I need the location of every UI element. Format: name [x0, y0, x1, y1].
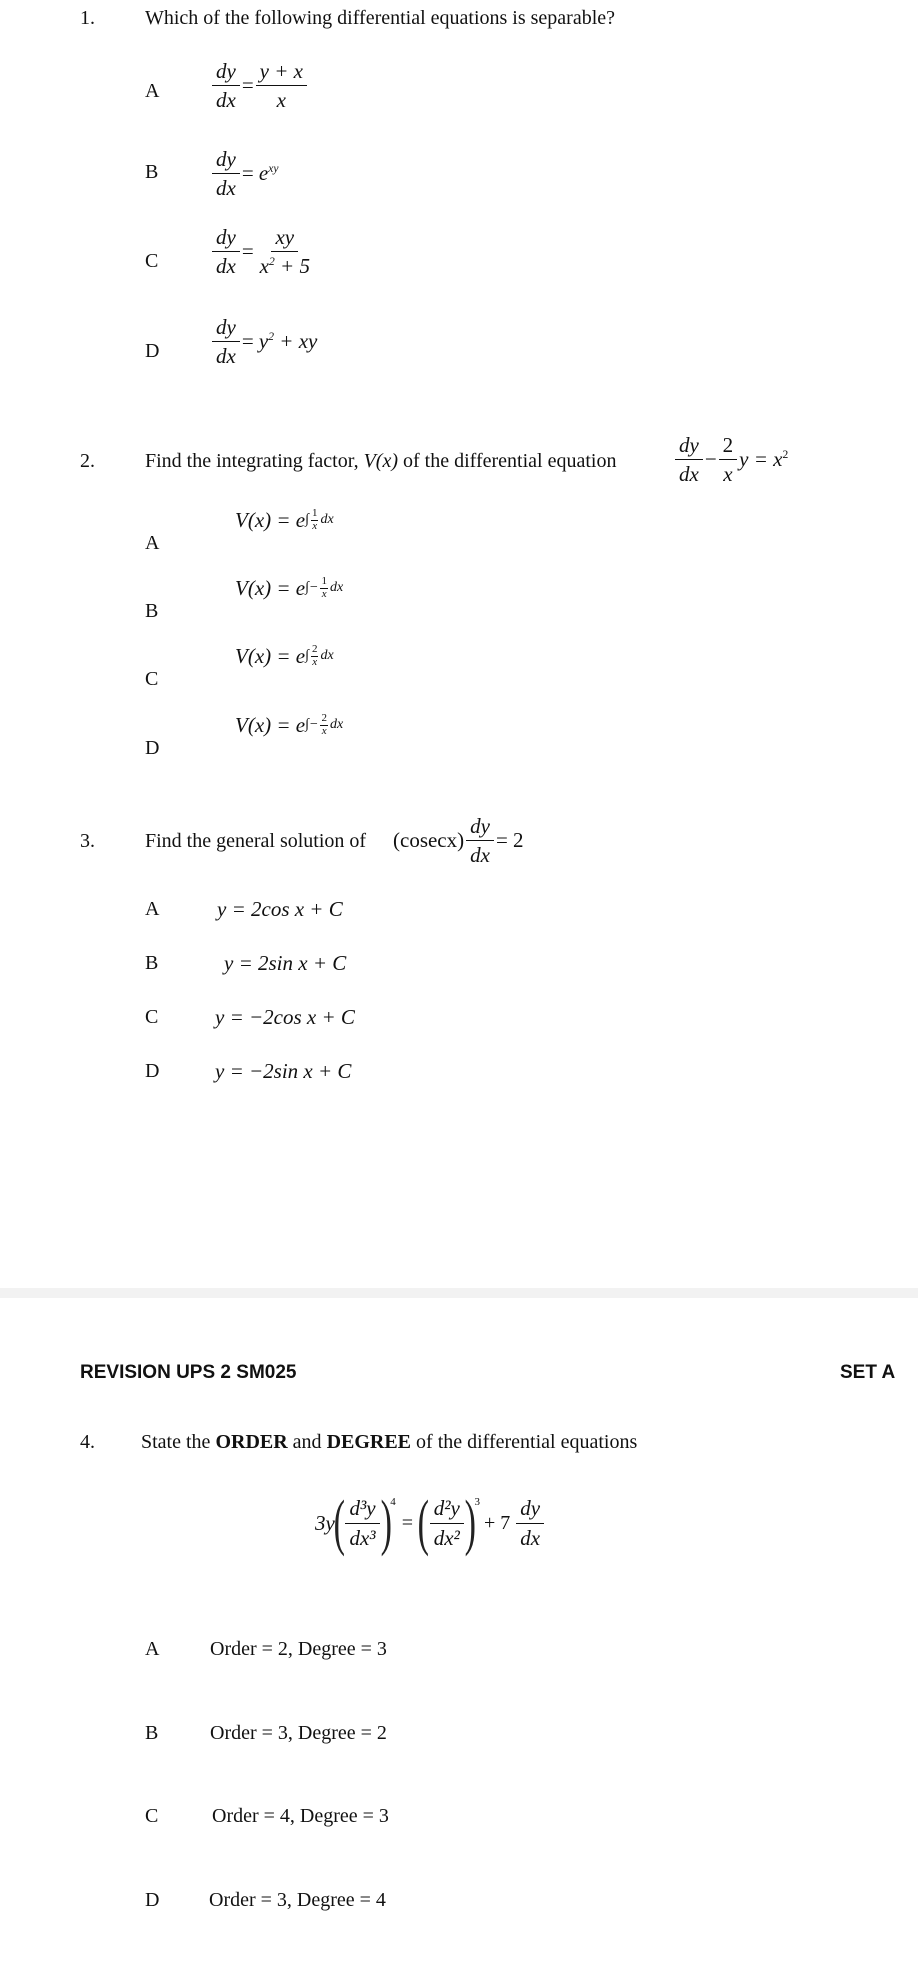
q3-option-b-letter: B — [145, 952, 159, 974]
q4-option-a-letter: A — [145, 1638, 160, 1660]
q1-option-c-letter: C — [145, 250, 159, 272]
q3-option-d-expression: y = −2sin x + C — [215, 1059, 352, 1083]
question-4-number: 4. — [80, 1431, 95, 1453]
question-4-text: State the ORDER and DEGREE of the differential equations — [141, 1431, 638, 1453]
q4-differential-equation: 3y ( $\frac{\text{d³y}}{\text{dx³}}$ ) 4 = ( $\frac{\text{d²y}}{\text{dx²}}$ ) 3 + 7 $\frac{dy}{dx}$ — [315, 1492, 546, 1554]
q3-option-b-expression: y = 2sin x + C — [224, 951, 347, 975]
exam-page-2 — [0, 1298, 918, 1968]
question-1-number: 1. — [80, 7, 95, 29]
q3-option-a-expression: y = 2cos x + C — [217, 897, 343, 921]
q1-option-d-letter: D — [145, 340, 160, 362]
q1-option-b-equation: $\frac{dy}{dx}$ = $e^{xy}$ — [210, 148, 279, 199]
question-2-number: 2. — [80, 450, 95, 472]
q1-option-b-letter: B — [145, 161, 159, 183]
question-1-text: Which of the following differential equations is separable? — [145, 7, 616, 29]
q2-option-a-expression: V(x) = e ∫ $\frac{1}{x}$ dx — [235, 507, 334, 532]
q1-option-a-letter: A — [145, 80, 160, 102]
q4-option-b-text: Order = 3, Degree = 2 — [210, 1722, 387, 1744]
q4-option-c-letter: C — [145, 1805, 159, 1827]
question-3-number: 3. — [80, 830, 95, 852]
q4-option-d-letter: D — [145, 1889, 160, 1911]
q2-option-d-expression: V(x) = e ∫− $\frac{2}{x}$ dx — [235, 712, 344, 737]
q3-option-c-letter: C — [145, 1006, 159, 1028]
page-separator — [0, 1288, 918, 1298]
q2-option-b-expression: V(x) = e ∫− $\frac{1}{x}$ dx — [235, 575, 344, 600]
q2-option-d-letter: D — [145, 737, 160, 759]
q2-option-b-letter: B — [145, 600, 159, 622]
q1-option-c-equation: $\frac{dy}{dx}$ = $\frac{xy}{x^2 + 5}$ — [210, 226, 316, 277]
q2-option-a-letter: A — [145, 532, 160, 554]
q2-option-c-expression: V(x) = e ∫ $\frac{2}{x}$ dx — [235, 643, 334, 668]
page-header-title: REVISION UPS 2 SM025 — [80, 1362, 297, 1383]
q4-option-a-text: Order = 2, Degree = 3 — [210, 1638, 387, 1660]
q3-option-d-letter: D — [145, 1060, 160, 1082]
question-2-text: Find the integrating factor, V(x) of the differential equation — [145, 450, 617, 472]
q1-option-d-equation: $\frac{dy}{dx}$ = $y^2$ + xy — [210, 316, 317, 367]
q4-option-c-text: Order = 4, Degree = 3 — [212, 1805, 389, 1827]
q3-equation: (cosecx) $\frac{dy}{dx}$ = 2 — [393, 814, 524, 868]
page-header-set: SET A — [840, 1362, 896, 1383]
q4-option-b-letter: B — [145, 1722, 159, 1744]
q1-option-a-equation: $\frac{dy}{dx}$ = $\frac{y + x}{x}$ — [210, 60, 309, 111]
q3-option-c-expression: y = −2cos x + C — [215, 1005, 355, 1029]
question-3-text: Find the general solution of — [145, 830, 367, 852]
q2-differential-equation: $\frac{dy}{dx}$ − $\frac{2}{x}$ $y = x^2$ — [673, 434, 788, 485]
q2-option-c-letter: C — [145, 668, 159, 690]
q3-option-a-letter: A — [145, 898, 160, 920]
q4-option-d-text: Order = 3, Degree = 4 — [209, 1889, 386, 1911]
